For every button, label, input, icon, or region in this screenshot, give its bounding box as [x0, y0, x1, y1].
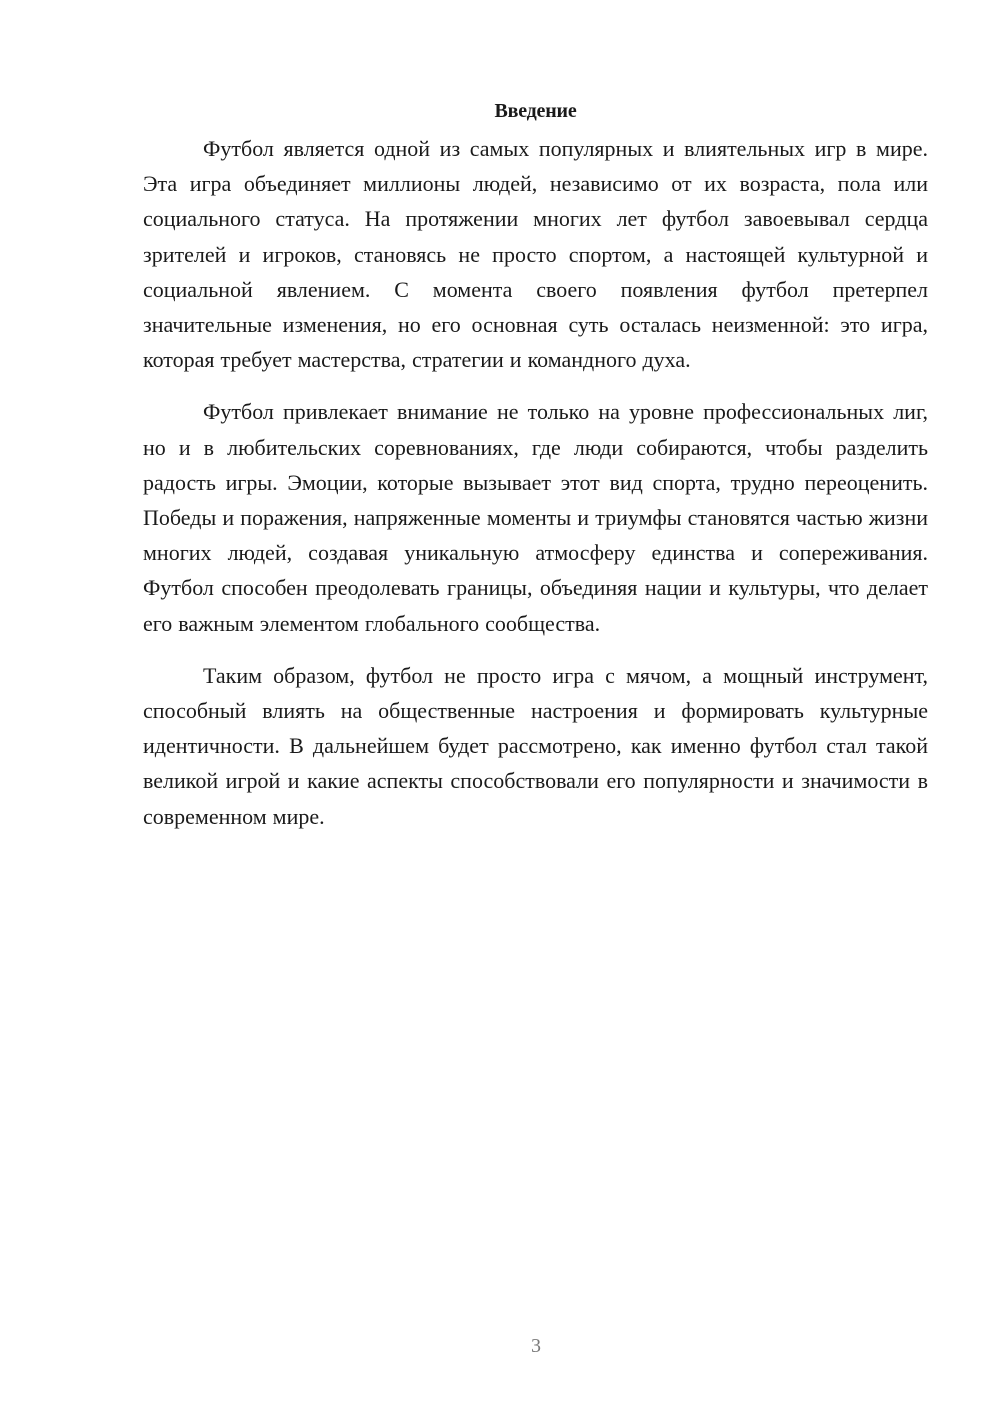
paragraph: Футбол привлекает внимание не только на уровне профессиональных лиг, но и в любительских соревнованиях, где люди собираются, чтобы разделить радость игры. Эмоции, которые вызывает этот вид спорта, трудно переоценить. Победы и поражения, напряженные моменты и триумфы становятся частью жизни многих людей, создавая уникальную атмосферу единства и сопереживания. Футбол способен преодолевать границы, объединяя нации и культуры, что делает его важным элементом глобального сообщества. — [143, 399, 928, 636]
page-number: 3 — [531, 1335, 541, 1357]
section-heading: Введение — [494, 100, 577, 122]
paragraph: Таким образом, футбол не просто игра с мячом, а мощный инструмент, способный влиять на общественные настроения и формировать культурные идентичности. В дальнейшем будет рассмотрено, как именно футбол стал такой великой игрой и какие аспекты способствовали его популярности и значимости в современном мире. — [143, 662, 928, 829]
paragraph: Футбол является одной из самых популярных и влиятельных игр в мире. Эта игра объединяет миллионы людей, независимо от их возраста, пола или социального статуса. На протяжении многих лет футбол завоевывал сердца зрителей и игроков, становясь не просто спортом, а настоящей культурной и социальной явлением. С момента своего появления футбол претерпел значительные изменения, но его основная суть осталась неизменной: это игра, которая требует мастерства, стратегии и командного духа. — [143, 136, 928, 373]
page-content — [143, 96, 928, 851]
